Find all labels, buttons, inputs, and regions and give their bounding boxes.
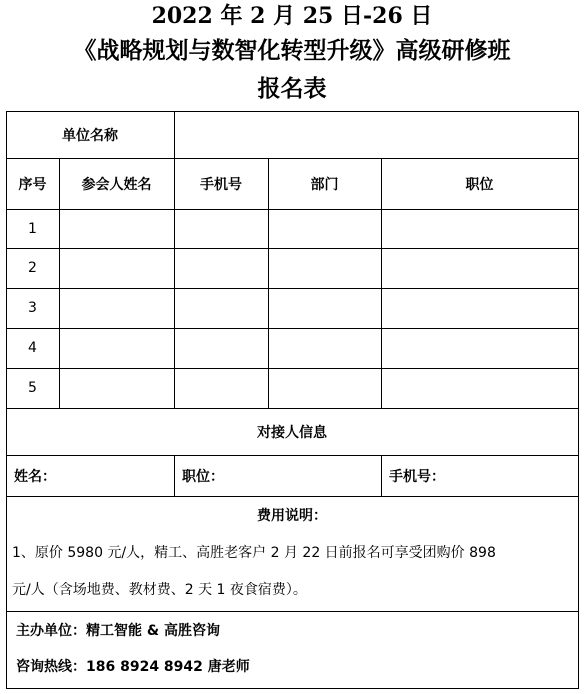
fee-description-line1: 1、原价 5980 元/人，精工、高胜老客户 2 月 22 日前报名可享受团购价 898 xyxy=(12,545,496,561)
table-divider xyxy=(6,209,579,210)
title-form: 报名表 xyxy=(257,75,327,102)
contact-name-label: 姓名： xyxy=(14,468,56,485)
table-divider xyxy=(6,496,579,497)
row-number: 2 xyxy=(28,260,37,276)
hotline: 咨询热线：186 8924 8942 唐老师 xyxy=(16,659,250,675)
table-divider xyxy=(6,248,579,249)
row-number: 5 xyxy=(28,380,37,396)
table-border-right xyxy=(578,111,579,689)
unit-name-label: 单位名称 xyxy=(62,127,118,144)
table-divider xyxy=(6,328,579,329)
header-phone: 手机号 xyxy=(200,176,242,193)
header-department: 部门 xyxy=(310,176,339,193)
row-number: 4 xyxy=(28,340,37,356)
table-divider xyxy=(6,611,579,612)
header-attendee-name: 参会人姓名 xyxy=(81,176,152,193)
table-border-bottom xyxy=(6,688,579,689)
unit-name-field[interactable] xyxy=(175,112,578,158)
row-number: 3 xyxy=(28,300,37,316)
contact-section-title: 对接人信息 xyxy=(257,424,327,441)
contact-phone-label: 手机号： xyxy=(389,468,445,485)
table-divider xyxy=(6,368,579,369)
table-divider-vertical xyxy=(174,209,175,408)
row-number: 1 xyxy=(28,220,37,237)
title-course: 《战略规划与数智化转型升级》高级研修班 xyxy=(73,37,511,64)
fee-description-line2: 元/人（含场地费、教材费、2 天 1 夜食宿费）。 xyxy=(12,582,307,598)
header-index: 序号 xyxy=(18,176,47,193)
header-position: 职位 xyxy=(465,176,494,193)
contact-position-label: 职位： xyxy=(182,468,224,485)
fee-title: 费用说明： xyxy=(257,508,327,524)
table-divider xyxy=(6,288,579,289)
title-date: 2022 年 2 月 25 日-26 日 xyxy=(151,3,433,29)
organizer: 主办单位：精工智能 & 高胜咨询 xyxy=(16,623,220,639)
